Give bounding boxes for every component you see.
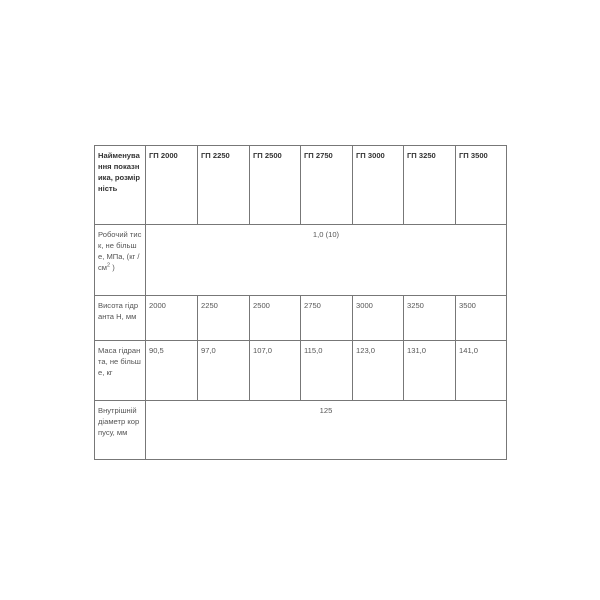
value-cell: 123,0 <box>353 341 404 401</box>
table-row-pressure <box>95 225 507 296</box>
row-label-end: ) <box>110 263 115 272</box>
value-cell: 90,5 <box>146 341 198 401</box>
header-model-cell: ГП 2500 <box>250 146 301 225</box>
header-model-cell: ГП 3500 <box>456 146 507 225</box>
value-cell: 131,0 <box>404 341 456 401</box>
value-cell: 107,0 <box>250 341 301 401</box>
value-cell: 141,0 <box>456 341 507 401</box>
row-label-cell: Внутрішній діаметр корпусу, мм <box>95 401 146 460</box>
merged-value-cell: 125 <box>146 401 507 460</box>
value-cell: 2750 <box>301 296 353 341</box>
header-model-cell: ГП 2000 <box>146 146 198 225</box>
value-cell: 3500 <box>456 296 507 341</box>
row-label-text: Робочий тиск, не більше, МПа, (кг / см <box>98 230 142 272</box>
table-header-row <box>95 146 507 225</box>
value-cell: 3250 <box>404 296 456 341</box>
value-cell: 3000 <box>353 296 404 341</box>
merged-value-cell: 1,0 (10) <box>146 225 507 296</box>
header-model-cell: ГП 3250 <box>404 146 456 225</box>
table-row-height <box>95 296 507 341</box>
row-label-cell: Маса гідранта, не більше, кг <box>95 341 146 401</box>
value-cell: 2000 <box>146 296 198 341</box>
row-label-cell <box>95 225 146 296</box>
table-row-mass <box>95 341 507 401</box>
value-cell: 115,0 <box>301 341 353 401</box>
row-label-superscript: 2 <box>107 262 111 269</box>
value-cell: 2250 <box>198 296 250 341</box>
spec-table <box>94 145 507 460</box>
header-model-cell: ГП 2750 <box>301 146 353 225</box>
value-cell: 2500 <box>250 296 301 341</box>
header-label-cell: Найменування показника, розмірність <box>95 146 146 225</box>
header-model-cell: ГП 2250 <box>198 146 250 225</box>
header-model-cell: ГП 3000 <box>353 146 404 225</box>
value-cell: 97,0 <box>198 341 250 401</box>
table-row-diameter <box>95 401 507 460</box>
row-label-cell: Висота гідранта Н, мм <box>95 296 146 341</box>
